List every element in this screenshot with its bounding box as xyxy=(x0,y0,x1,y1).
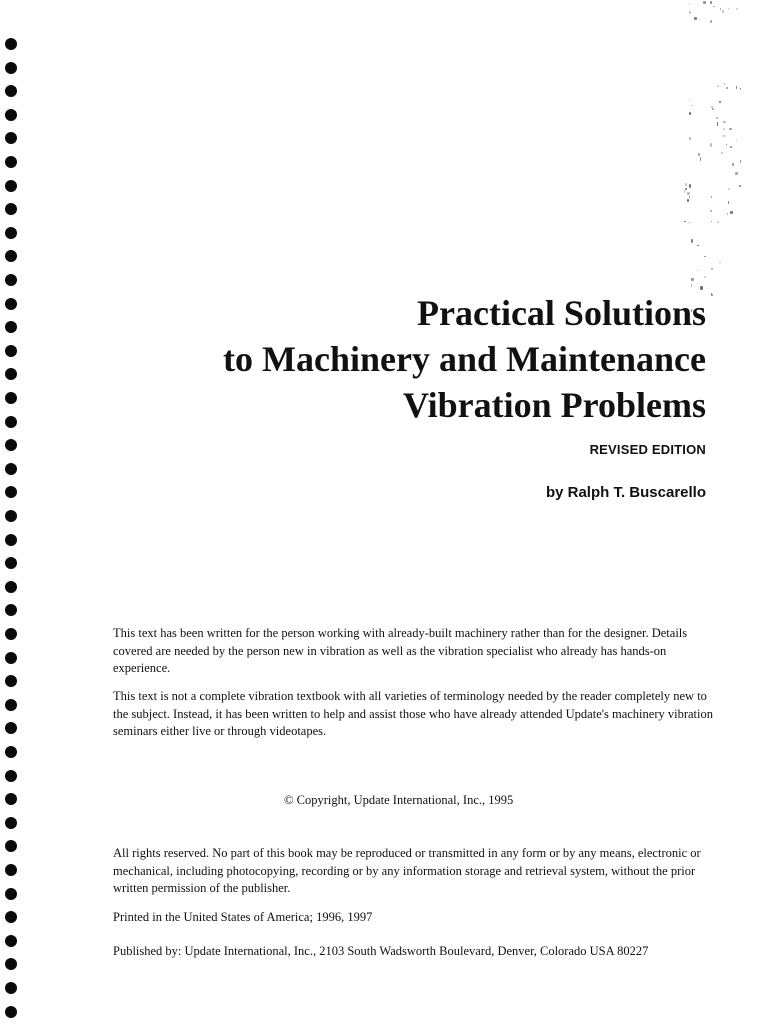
binding-hole xyxy=(5,274,17,286)
binding-hole xyxy=(5,132,17,144)
scan-speck xyxy=(710,1,712,4)
scan-speck xyxy=(691,284,692,287)
scan-speck xyxy=(700,157,701,161)
spiral-binding xyxy=(0,0,24,1024)
binding-hole xyxy=(5,250,17,262)
scan-speck xyxy=(717,221,719,224)
binding-hole xyxy=(5,439,17,451)
scan-speck xyxy=(735,172,738,175)
scan-speck xyxy=(710,143,712,146)
binding-hole xyxy=(5,463,17,475)
scan-speck xyxy=(727,213,728,215)
binding-hole xyxy=(5,958,17,970)
scan-speck xyxy=(691,105,693,107)
scan-speck xyxy=(722,135,725,137)
title-line-1: Practical Solutions xyxy=(417,293,706,333)
rights-notice: All rights reserved. No part of this book may be reproduced or transmitted in any form or by any means, electronic or mechanical, including photocopying, recording or by any information storage and retrieval system, without the prior written permission of the publisher. xyxy=(113,846,701,895)
scan-speck xyxy=(689,184,691,188)
binding-hole xyxy=(5,652,17,664)
scan-speck xyxy=(689,137,692,139)
scan-speck xyxy=(732,163,734,167)
scan-speck xyxy=(729,128,732,129)
binding-hole xyxy=(5,534,17,546)
scan-speck xyxy=(736,86,737,89)
binding-hole xyxy=(5,203,17,215)
scan-speck xyxy=(703,1,706,3)
binding-hole xyxy=(5,298,17,310)
scan-speck xyxy=(739,185,741,187)
binding-hole xyxy=(5,557,17,569)
binding-hole xyxy=(5,888,17,900)
scan-speck xyxy=(697,245,700,247)
scan-speck xyxy=(726,144,728,145)
scan-speck xyxy=(710,20,712,23)
scan-speck xyxy=(711,268,713,271)
scan-speck xyxy=(689,222,691,224)
printed-notice: Printed in the United States of America; 1996, 1997 xyxy=(113,910,373,924)
binding-hole xyxy=(5,581,17,593)
binding-hole xyxy=(5,38,17,50)
scan-noise xyxy=(644,0,744,330)
binding-hole xyxy=(5,345,17,357)
scan-speck xyxy=(717,122,718,126)
scan-speck xyxy=(691,278,694,281)
binding-hole xyxy=(5,180,17,192)
binding-hole xyxy=(5,911,17,923)
binding-hole xyxy=(5,770,17,782)
binding-hole xyxy=(5,817,17,829)
publisher-notice: Published by: Update International, Inc., 2103 South Wadsworth Boulevard, Denver, Colorado USA 80227 xyxy=(113,944,649,958)
scan-speck xyxy=(711,294,713,296)
scan-speck xyxy=(711,106,713,108)
binding-hole xyxy=(5,793,17,805)
binding-hole xyxy=(5,746,17,758)
scan-speck xyxy=(710,210,713,213)
binding-hole xyxy=(5,628,17,640)
scan-speck xyxy=(730,146,732,147)
binding-hole xyxy=(5,486,17,498)
scan-speck xyxy=(684,221,686,222)
binding-hole xyxy=(5,392,17,404)
scan-speck xyxy=(736,8,737,10)
scan-speck xyxy=(717,85,719,88)
binding-hole xyxy=(5,321,17,333)
title-line-2: to Machinery and Maintenance xyxy=(223,339,706,379)
author-byline: by Ralph T. Buscarello xyxy=(545,484,706,501)
scan-speck xyxy=(689,196,691,198)
copyright-notice: © Copyright, Update International, Inc., 1995 xyxy=(284,793,514,807)
intro-paragraph-2: This text is not a complete vibration textbook with all varieties of terminology needed by the reader completely new to the subject. Instead, it has been written to help and assist those who have already attended Update's machinery vibration seminars either live or through videotapes. xyxy=(113,689,713,738)
scan-speck xyxy=(740,160,742,163)
scan-speck xyxy=(698,153,701,156)
scan-speck xyxy=(719,101,720,103)
edition-label: REVISED EDITION xyxy=(589,442,706,457)
binding-hole xyxy=(5,368,17,380)
scan-speck xyxy=(719,262,721,263)
scan-speck xyxy=(704,256,706,258)
scan-speck xyxy=(684,190,685,193)
binding-hole xyxy=(5,1006,17,1018)
scan-speck xyxy=(687,199,689,202)
scan-speck xyxy=(740,88,742,90)
title-line-3: Vibration Problems xyxy=(403,385,706,425)
book-title xyxy=(223,290,706,428)
binding-hole xyxy=(5,935,17,947)
binding-hole xyxy=(5,85,17,97)
scan-speck xyxy=(728,188,731,190)
scan-speck xyxy=(711,196,713,198)
binding-hole xyxy=(5,156,17,168)
scan-speck xyxy=(721,152,724,155)
scan-speck xyxy=(689,112,691,115)
binding-hole xyxy=(5,604,17,616)
scan-speck xyxy=(736,140,738,141)
scan-speck xyxy=(689,100,690,101)
binding-hole xyxy=(5,699,17,711)
binding-hole xyxy=(5,510,17,522)
binding-hole xyxy=(5,416,17,428)
binding-hole xyxy=(5,109,17,121)
scan-speck xyxy=(724,83,726,84)
binding-hole xyxy=(5,62,17,74)
scan-speck xyxy=(726,87,728,89)
scan-speck xyxy=(728,201,730,205)
scan-speck xyxy=(728,8,730,9)
binding-hole xyxy=(5,722,17,734)
scan-speck xyxy=(694,17,697,21)
scan-speck xyxy=(711,221,713,222)
binding-hole xyxy=(5,982,17,994)
binding-hole xyxy=(5,227,17,239)
binding-hole xyxy=(5,864,17,876)
scan-speck xyxy=(716,117,719,119)
scan-speck xyxy=(723,121,726,123)
scan-speck xyxy=(687,192,690,195)
scan-speck xyxy=(685,183,687,186)
scan-speck xyxy=(722,10,724,13)
scan-speck xyxy=(730,211,733,214)
scan-speck xyxy=(712,108,714,110)
intro-paragraph-1: This text has been written for the person working with already-built machinery rather than for the designer. Details covered are needed by the person new in vibration as well as the vibration specialist who already has hands-on experience. xyxy=(113,626,688,675)
scan-speck xyxy=(713,6,715,7)
binding-hole xyxy=(5,675,17,687)
scan-speck xyxy=(697,270,698,272)
binding-hole xyxy=(5,840,17,852)
scan-speck xyxy=(723,128,725,130)
scan-speck xyxy=(691,239,693,243)
scan-speck xyxy=(689,4,691,5)
scan-speck xyxy=(689,11,692,15)
scan-speck xyxy=(704,276,706,279)
